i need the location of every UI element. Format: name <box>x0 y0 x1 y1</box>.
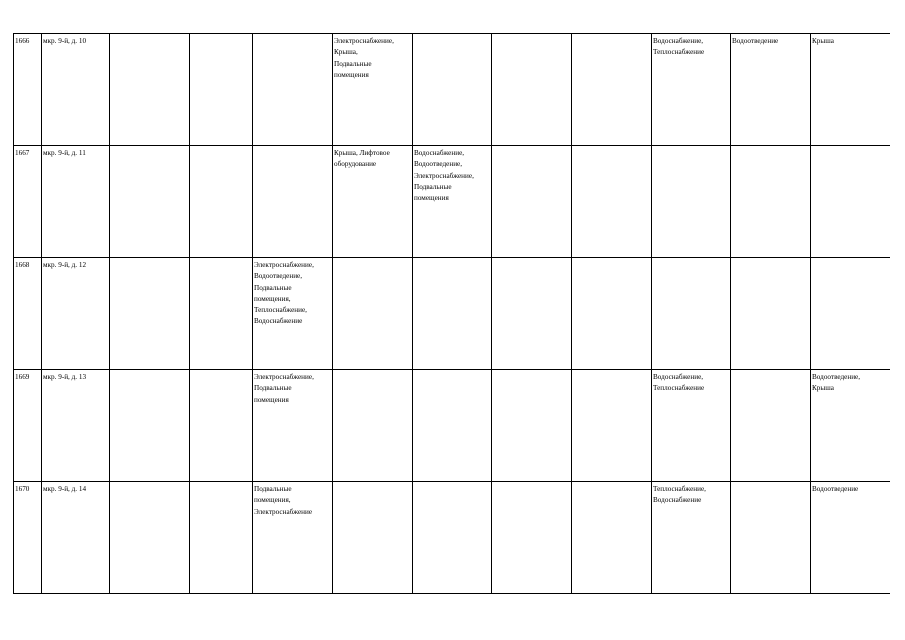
work-type-cell <box>811 370 890 482</box>
work-type-cell <box>731 482 811 594</box>
row-number-cell: 1668 <box>14 258 42 370</box>
cell-text-line: помещения, <box>254 294 291 303</box>
work-type-cell <box>333 146 413 258</box>
work-type-cell <box>253 146 333 258</box>
address-cell: мкр. 9-й, д. 10 <box>42 34 110 146</box>
row-number-cell: 1666 <box>14 34 42 146</box>
work-type-cell <box>492 482 572 594</box>
cell-text-line: Водоснабжение, <box>414 149 465 157</box>
document-table <box>13 33 890 594</box>
cell-text-line: Подвальные <box>334 59 372 68</box>
work-type-cell <box>572 34 652 146</box>
cell-text-line: Водоснабжение <box>653 496 702 505</box>
cell-text-line: Водоотведение, <box>254 272 303 281</box>
work-type-cell <box>811 482 890 594</box>
work-type-cell <box>190 258 253 370</box>
work-type-cell <box>492 34 572 146</box>
cell-text-line: Водоотведение <box>812 485 859 493</box>
work-type-cell <box>731 146 811 258</box>
work-type-cell <box>253 34 333 146</box>
row-number-cell: 1667 <box>14 146 42 258</box>
cell-text-line: Подвальные <box>254 283 292 292</box>
work-type-cell <box>413 370 492 482</box>
cell-text-line: Водоотведение <box>732 37 779 45</box>
work-type-cell <box>652 34 731 146</box>
cell-text-line: Водоотведение, <box>414 160 463 169</box>
work-type-cell <box>110 34 190 146</box>
work-type-cell <box>731 34 811 146</box>
work-type-cell <box>190 34 253 146</box>
cell-text-line: Теплоснабжение <box>653 48 705 57</box>
cell-text-line: помещения <box>414 194 449 203</box>
work-type-cell <box>572 370 652 482</box>
work-type-cell <box>811 258 890 370</box>
work-type-cell <box>652 482 731 594</box>
table-row <box>14 146 890 258</box>
cell-text-line: Подвальные <box>414 182 452 191</box>
cell-text-line: Электроснабжение, <box>254 373 314 381</box>
address-cell: мкр. 9-й, д. 14 <box>42 482 110 594</box>
work-type-cell <box>333 258 413 370</box>
work-type-cell <box>413 482 492 594</box>
address-cell: мкр. 9-й, д. 11 <box>42 146 110 258</box>
work-type-cell <box>110 370 190 482</box>
work-type-cell <box>492 146 572 258</box>
cell-text-line: помещения, <box>254 496 291 505</box>
cell-text-line: Крыша, Лифтовое <box>334 149 390 157</box>
cell-text-line: Крыша <box>812 37 834 45</box>
work-type-cell <box>811 146 890 258</box>
work-type-cell <box>110 482 190 594</box>
work-type-cell <box>731 258 811 370</box>
cell-text-line: Водоснабжение, <box>653 373 704 381</box>
cell-text-line: Водоотведение, <box>812 373 861 381</box>
work-type-cell <box>413 34 492 146</box>
work-type-cell <box>190 370 253 482</box>
work-type-cell <box>652 146 731 258</box>
row-number-cell: 1669 <box>14 370 42 482</box>
work-type-cell <box>572 258 652 370</box>
work-type-cell <box>253 482 333 594</box>
work-type-cell <box>572 146 652 258</box>
table-row <box>14 258 890 370</box>
table-row <box>14 482 890 594</box>
work-type-cell <box>572 482 652 594</box>
work-type-cell <box>811 34 890 146</box>
work-type-cell <box>333 370 413 482</box>
cell-text-line: Подвальные <box>254 485 292 493</box>
work-type-cell <box>492 370 572 482</box>
cell-text-line: Крыша <box>812 384 834 393</box>
cell-text-line: Теплоснабжение, <box>653 485 706 493</box>
work-type-cell <box>652 370 731 482</box>
cell-text-line: Электроснабжение, <box>254 261 314 269</box>
work-type-cell <box>190 482 253 594</box>
cell-text-line: Крыша, <box>334 48 358 57</box>
work-type-cell <box>333 34 413 146</box>
work-type-cell <box>652 258 731 370</box>
work-type-cell <box>731 370 811 482</box>
work-type-cell <box>110 258 190 370</box>
table-body <box>14 34 890 594</box>
table-row <box>14 370 890 482</box>
cell-text-line: Водоснабжение, <box>653 37 704 45</box>
row-number-cell: 1670 <box>14 482 42 594</box>
work-type-cell <box>190 146 253 258</box>
cell-text-line: Водоснабжение <box>254 317 303 326</box>
address-cell: мкр. 9-й, д. 12 <box>42 258 110 370</box>
work-type-cell <box>413 146 492 258</box>
table-row <box>14 34 890 146</box>
cell-text-line: Теплоснабжение, <box>254 306 307 315</box>
cell-text-line: Теплоснабжение <box>653 384 705 393</box>
work-type-cell <box>492 258 572 370</box>
address-cell: мкр. 9-й, д. 13 <box>42 370 110 482</box>
work-type-cell <box>413 258 492 370</box>
work-type-cell <box>110 146 190 258</box>
cell-text-line: Электроснабжение, <box>414 171 474 180</box>
cell-text-line: Электроснабжение <box>254 507 313 516</box>
work-type-cell <box>253 370 333 482</box>
work-type-cell <box>333 482 413 594</box>
cell-text-line: оборудование <box>334 160 377 169</box>
cell-text-line: помещения <box>334 70 369 79</box>
cell-text-line: помещения <box>254 395 289 404</box>
work-type-cell <box>253 258 333 370</box>
cell-text-line: Электроснабжение, <box>334 37 394 45</box>
cell-text-line: Подвальные <box>254 384 292 393</box>
